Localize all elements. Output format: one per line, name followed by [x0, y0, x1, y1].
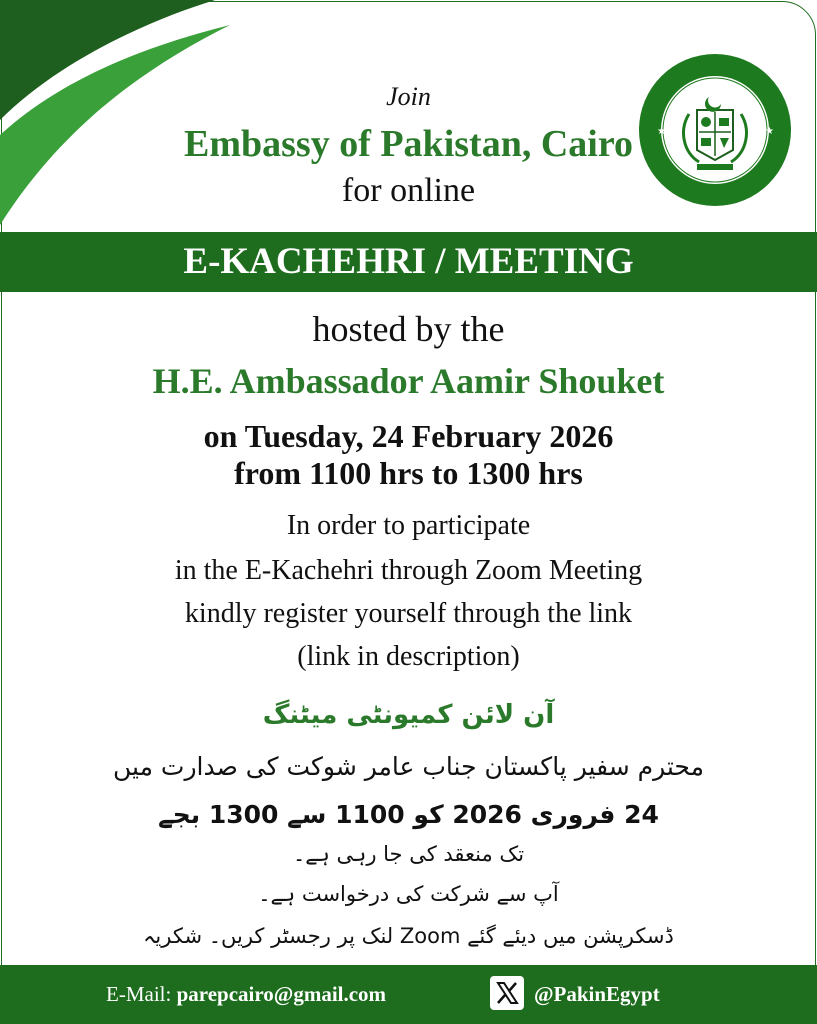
- meeting-time: from 1100 hrs to 1300 hrs: [234, 455, 583, 491]
- svg-text:★: ★: [765, 126, 774, 137]
- instruction-line-4: (link in description): [297, 641, 520, 672]
- instruction-line-2: in the E-Kachehri through Zoom Meeting: [174, 555, 643, 586]
- urdu-line-5: ڈسکرپشن میں دیئے گئے Zoom لنک پر رجسٹر کریں۔ شکریہ: [143, 924, 674, 948]
- urdu-line-1: محترم سفیر پاکستان جناب عامر شوکت کی صدارت میں: [113, 752, 704, 781]
- meeting-date: on Tuesday, 24 February 2026: [203, 418, 614, 454]
- urdu-line-2: 24 فروری 2026 کو 1100 سے 1300 بجے: [158, 800, 659, 829]
- instruction-line-3: kindly register yourself through the link: [184, 598, 633, 629]
- embassy-seal-logo: [637, 52, 793, 208]
- e-kachehri-banner: E-KACHEHRI / MEETING: [0, 232, 817, 292]
- urdu-line-4: آپ سے شرکت کی درخواست ہے۔: [258, 882, 559, 906]
- svg-text:★: ★: [657, 126, 666, 137]
- instruction-line-1: In order to participate: [286, 510, 531, 541]
- urdu-title: آن لائن کمیونٹی میٹنگ: [262, 700, 555, 730]
- ambassador-name: H.E. Ambassador Aamir Shouket: [152, 361, 665, 401]
- x-logo-icon[interactable]: [490, 976, 524, 1010]
- urdu-line-3: تک منعقد کی جا رہی ہے۔: [292, 842, 525, 866]
- x-handle[interactable]: @PakinEgypt: [534, 982, 660, 1006]
- footer-email: [106, 982, 386, 1007]
- hosted-by-text: hosted by the: [312, 309, 505, 349]
- embassy-name: Embassy of Pakistan, Cairo: [183, 123, 634, 165]
- for-online-text: for online: [341, 172, 476, 209]
- email-label: E-Mail:: [106, 982, 172, 1006]
- join-text: Join: [386, 82, 431, 111]
- email-address[interactable]: parepcairo@gmail.com: [176, 982, 387, 1006]
